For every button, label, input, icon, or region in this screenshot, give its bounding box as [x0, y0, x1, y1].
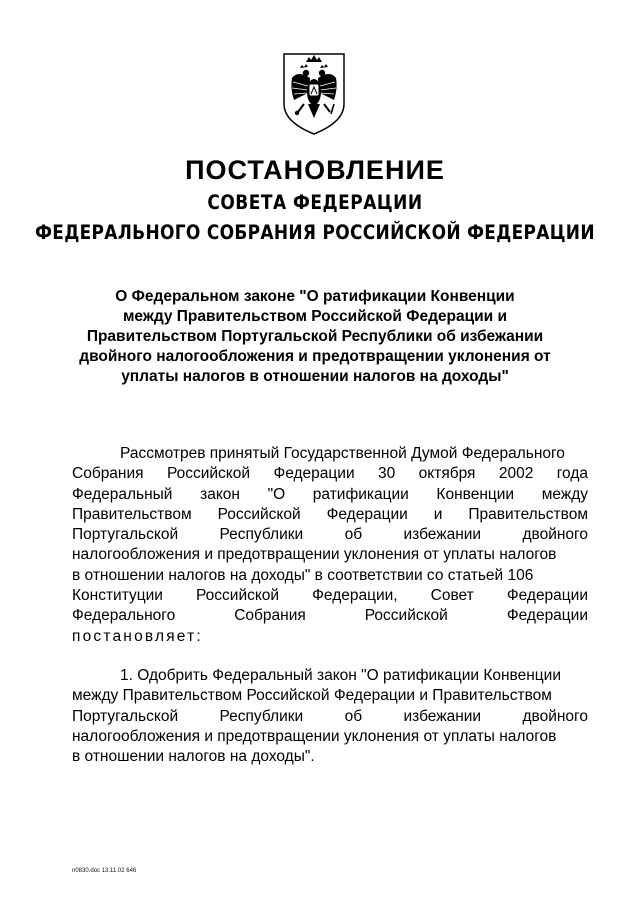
issuer-line-1: СОВЕТА ФЕДЕРАЦИИ — [207, 191, 423, 215]
body-line: в отношении налогов на доходы". — [72, 748, 315, 766]
subject-line: между Правительством Российской Федерации и — [122, 308, 508, 325]
subject-line: Правительством Португальской Республики об избежании — [86, 328, 544, 345]
body-line: Португальской Республики об избежании двойного — [72, 526, 588, 544]
decision-paragraph — [72, 666, 588, 767]
subject-line: уплаты налогов в отношении налогов на доходы" — [121, 368, 509, 385]
body-line: налогообложения и предотвращении уклонения от уплаты налогов — [72, 546, 557, 564]
body-line: Португальской Республики об избежании двойного — [72, 707, 588, 725]
body-line: Собрания Российской Федерации 30 октября 2002 года — [72, 465, 588, 483]
body-line: Федерального Собрания Российской Федерации — [72, 607, 588, 625]
body-line: 1. Одобрить Федеральный закон "О ратификации Конвенции — [120, 667, 561, 684]
issuer-line-2: ФЕДЕРАЛЬНОГО СОБРАНИЯ РОССИЙСКОЙ ФЕДЕРАЦИИ — [35, 221, 595, 245]
resolution-subject — [60, 287, 570, 387]
body-line: Рассмотрев принятый Государственной Думой Федерального — [120, 445, 565, 462]
coat-of-arms-icon — [280, 48, 348, 136]
preamble-paragraph — [72, 444, 588, 647]
resolves-word: постановляет: — [72, 627, 203, 645]
subject-line: двойного налогообложения и предотвращении уклонения от — [79, 348, 551, 365]
body-line: Правительством Российской Федерации и Правительством — [72, 505, 588, 523]
document-code: n0830.doc 13.11.02 646 — [72, 868, 137, 874]
body-line: в отношении налогов на доходы" в соответствии со статьей 106 — [72, 566, 534, 584]
body-line: между Правительством Российской Федерации и Правительством — [72, 687, 552, 705]
body-line: Конституции Российской Федерации, Совет Федерации — [72, 587, 588, 605]
body-line: налогообложения и предотвращении уклонения от уплаты налогов — [72, 727, 557, 745]
document-title: ПОСТАНОВЛЕНИЕ — [185, 155, 445, 185]
body-line: Федеральный закон "О ратификации Конвенции между — [72, 485, 588, 503]
subject-line: О Федеральном законе "О ратификации Конвенции — [115, 288, 515, 305]
